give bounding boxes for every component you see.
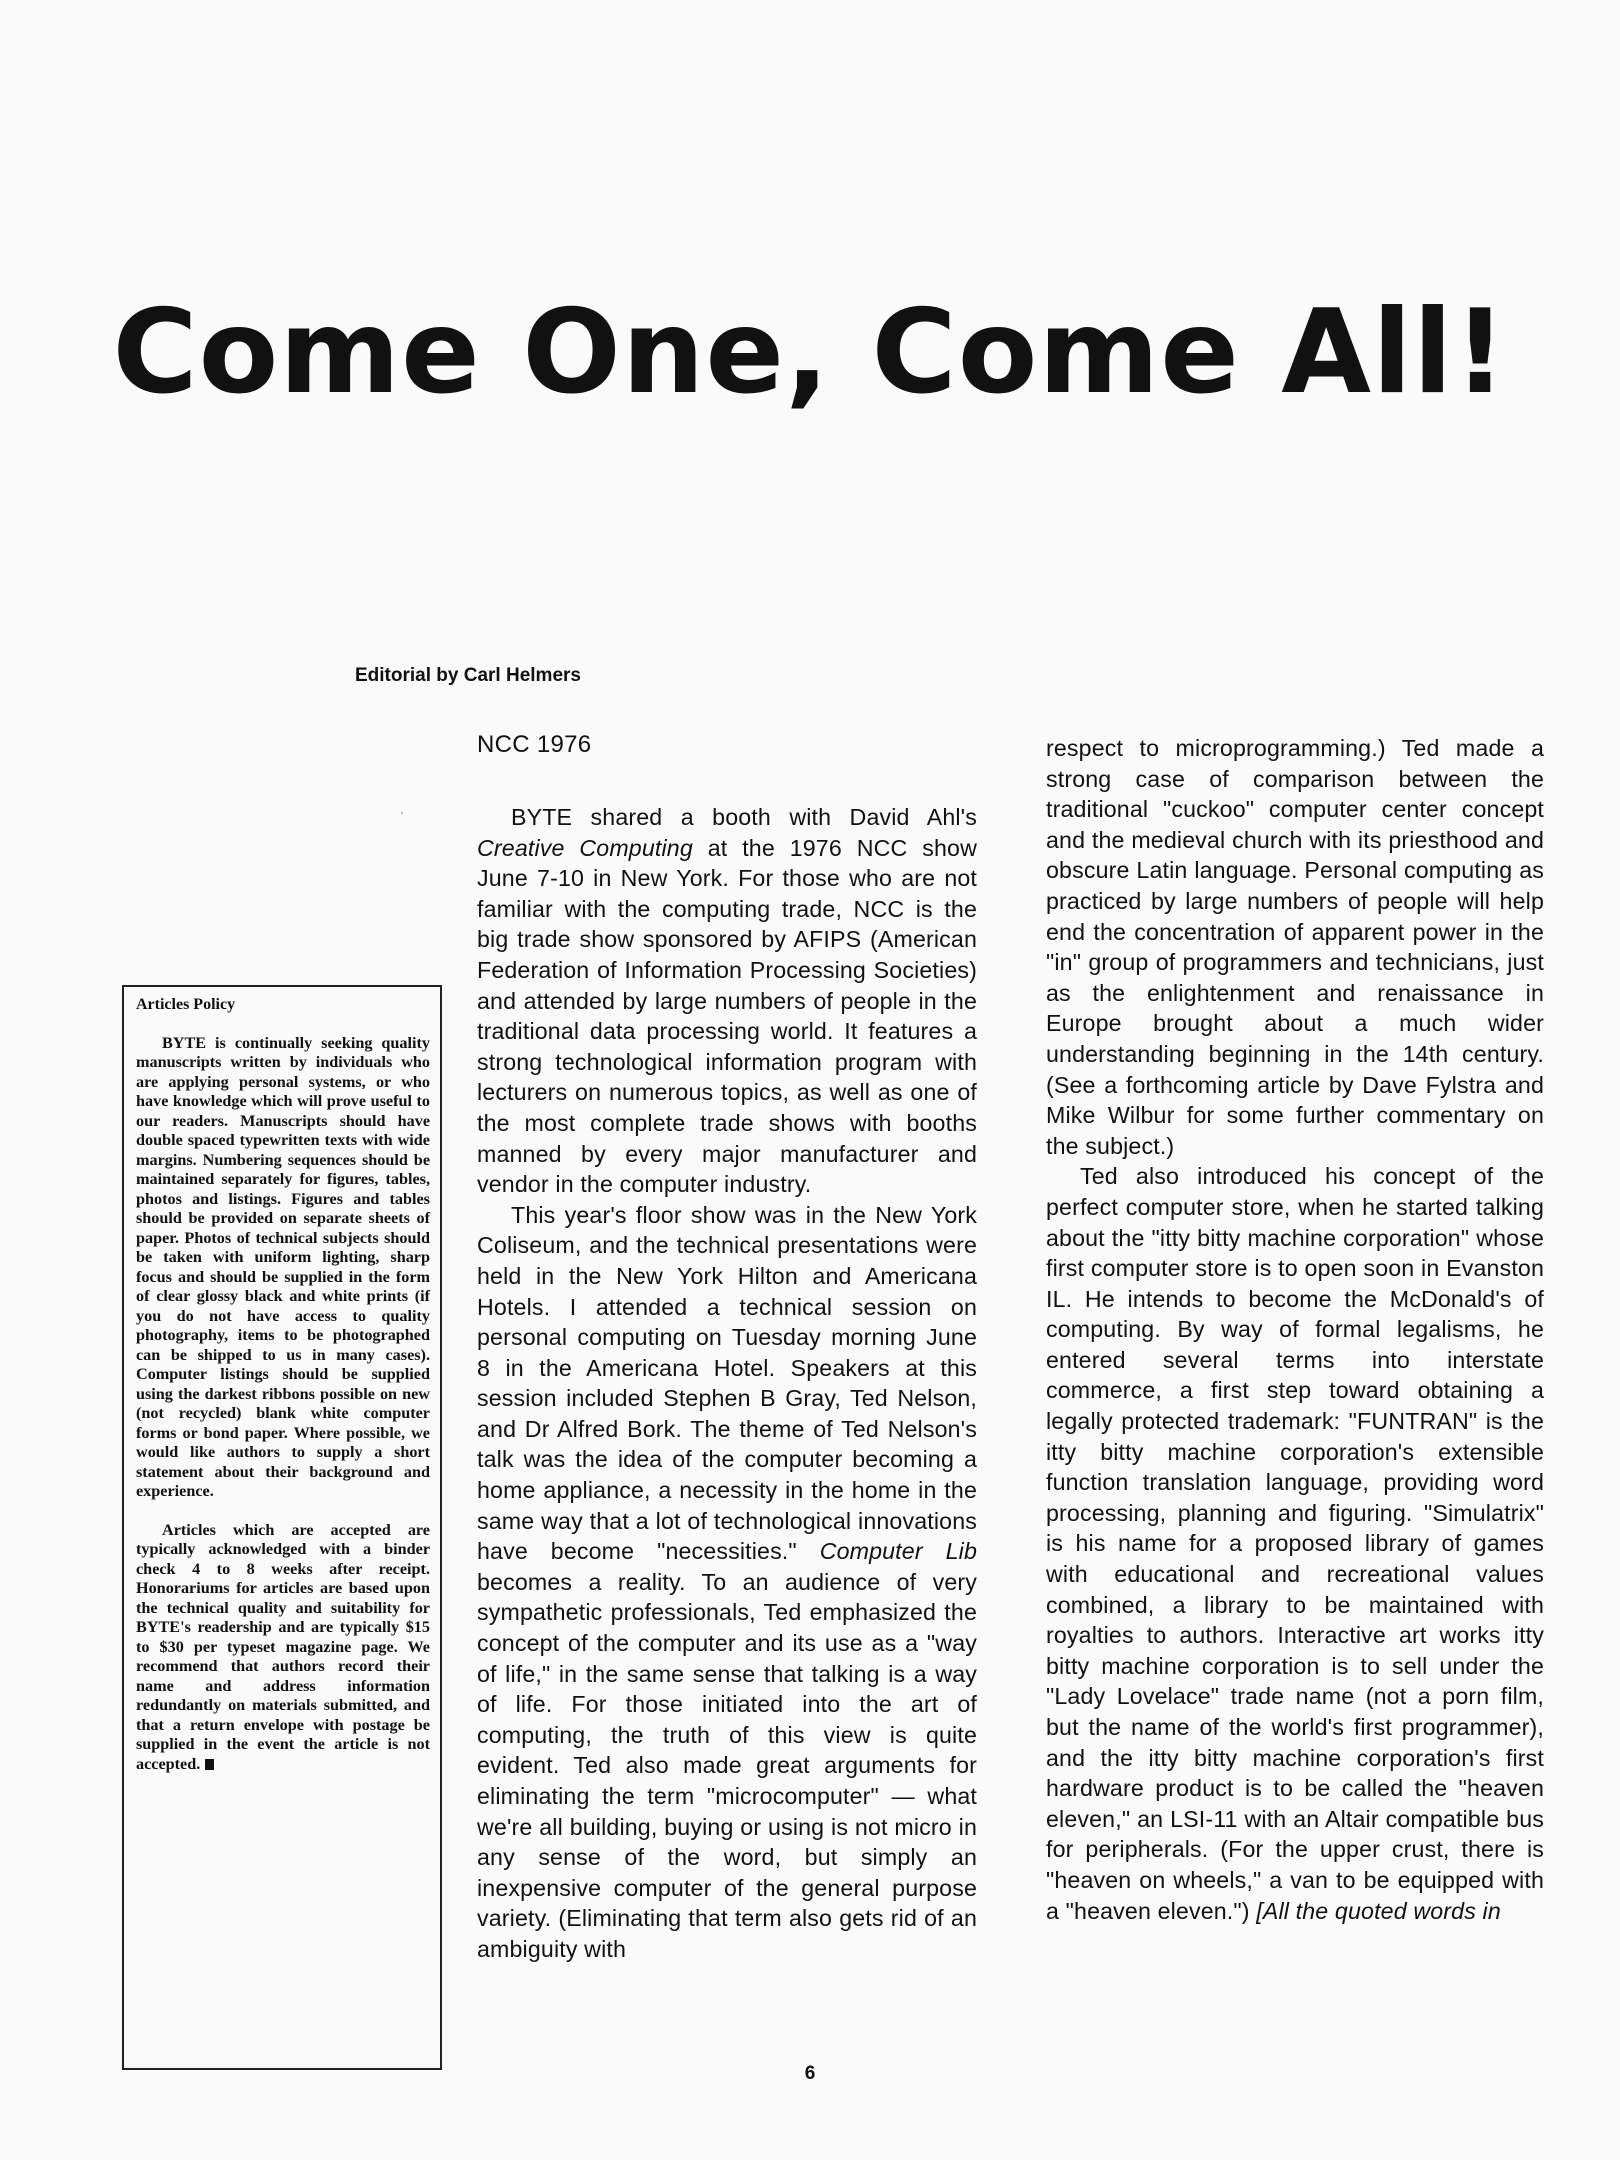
col1-p1-italic: Creative Computing — [477, 834, 693, 861]
col1-p2-text-a: This year's floor show was in the New York Coliseum, and the technical presentations were held in the New York Hilton and Americana Hotels. I attended a technical session on personal computing on Tuesday morning June 8 in the Americana Hotel. Speakers at this session included Stephen B Gray, Ted Nelson, and Dr Alfred Bork. The theme of Ted Nelson's talk was the idea of the computer becoming a home appliance, a necessity in the home in the same way that a lot of technological innovations have become "necessities." — [477, 1201, 977, 1565]
col1-p2-text-c: becomes a reality. To an audience of very sympathetic professionals, Ted emphasized the concept of the computer and its use as a "way of life," in the same sense that talking is a way of life. For those initiated into the art of computing, the truth of this view is quite evident. Ted also made great arguments for eliminating the term "microcomputer" — what we're all building, buying or using is not micro in any sense of the word, but simply an inexpensive computer of the general purpose variety. (Eliminating that term also gets rid of an ambiguity with — [477, 1568, 977, 1962]
col2-p2-italic: [All the quoted words in — [1256, 1897, 1501, 1924]
section-heading: NCC 1976 — [477, 731, 592, 758]
col1-paragraph-1 — [477, 802, 977, 1200]
page-number: 6 — [804, 2063, 816, 2084]
speck — [401, 812, 403, 814]
col2-paragraph-2 — [1046, 1161, 1544, 1926]
col1-p1-text-c: at the 1976 NCC show June 7-10 in New York. For those who are not familiar with the computing trade, NCC is the big trade show sponsored by AFIPS (American Federation of Information Processing Societies) and attended by large numbers of people in the traditional data processing world. It features a strong technological information program with lecturers on numerous topics, as well as one of the most complete trade shows with booths manned by every major manufacturer and vendor in the computer industry. — [477, 834, 977, 1198]
column-1 — [477, 730, 977, 1965]
policy-heading: Articles Policy — [136, 996, 236, 1013]
policy-paragraph-2 — [136, 1521, 430, 1775]
byline: Editorial by Carl Helmers — [355, 665, 581, 686]
col1-p2-italic: Computer Lib — [819, 1538, 977, 1565]
col1-p1-text-a: BYTE shared a booth with David Ahl's — [511, 804, 977, 830]
policy-paragraph-1: BYTE is continually seeking quality manuscripts written by individuals who are applying personal systems, or who have knowledge which will prove useful to our readers. Manuscripts should have double spaced typewritten texts with wide margins. Numbering sequences should be maintained separately for figures, tables, photos and listings. Figures and tables should be provided on separate sheets of paper. Photos of technical subjects should be taken with uniform lighting, sharp focus and should be supplied in the form of clear glossy black and white prints (if you do not have access to quality photography, items to be photographed can be shipped to us in many cases). Computer listings should be supplied using the darkest ribbons possible on new (not recycled) blank white computer forms or bond paper. Where possible, we would like authors to supply a short statement about their background and experience. — [136, 1033, 430, 1500]
articles-policy-box — [122, 985, 442, 2070]
col2-p2-text-a: Ted also introduced his concept of the perfect computer store, when he started talking about the "itty bitty machine corporation" whose first computer store is to open soon in Evanston IL. He intends to become the McDonald's of computing. By way of formal legalisms, he entered several terms into interstate commerce, a first step toward obtaining a legally protected trademark: "FUNTRAN" is the itty bitty machine corporation's extensible function translation language, providing word processing, planning and figuring. "Simulatrix" is his name for a proposed library of games with educational and recreational values combined, a library to be maintained with royalties to authors. Interactive art works itty bitty machine corporation is to sell under the "Lady Lovelace" trade name (not a porn film, but the name of the world's first programmer), and the itty bitty machine corporation's first hardware product is to be called the "heaven eleven," an LSI-11 with an Altair compatible bus for peripherals. (For the upper crust, there is "heaven on wheels," a van to be equipped with a "heaven eleven.") — [1046, 1163, 1544, 1924]
col2-paragraph-1: respect to microprogramming.) Ted made a strong case of comparison between the traditional "cuckoo" computer center concept and the medieval church with its priesthood and obscure Latin language. Personal computing as practiced by large numbers of people will help end the concentration of apparent power in the "in" group of programmers and technicians, just as the enlightenment and renaissance in Europe brought about a much wider understanding beginning in the 14th century. (See a forthcoming article by Dave Fylstra and Mike Wilbur for some further commentary on the subject.) — [1046, 735, 1544, 1159]
col1-paragraph-2 — [477, 1200, 977, 1965]
policy-paragraph-2-text: Articles which are accepted are typically acknowledged with a binder check 4 to 8 weeks after receipt. Honorariums for articles are based upon the technical quality and suitability for BYTE's readership and are typically $15 to $30 per typeset magazine page. We recommend that authors record their name and address information redundantly on materials submitted, and that a return envelope with postage be supplied in the event the article is not accepted. — [136, 1520, 430, 1773]
end-of-article-mark — [205, 1759, 214, 1770]
article-title: Come One, Come All! — [112, 285, 1508, 420]
column-2 — [1046, 733, 1544, 1926]
